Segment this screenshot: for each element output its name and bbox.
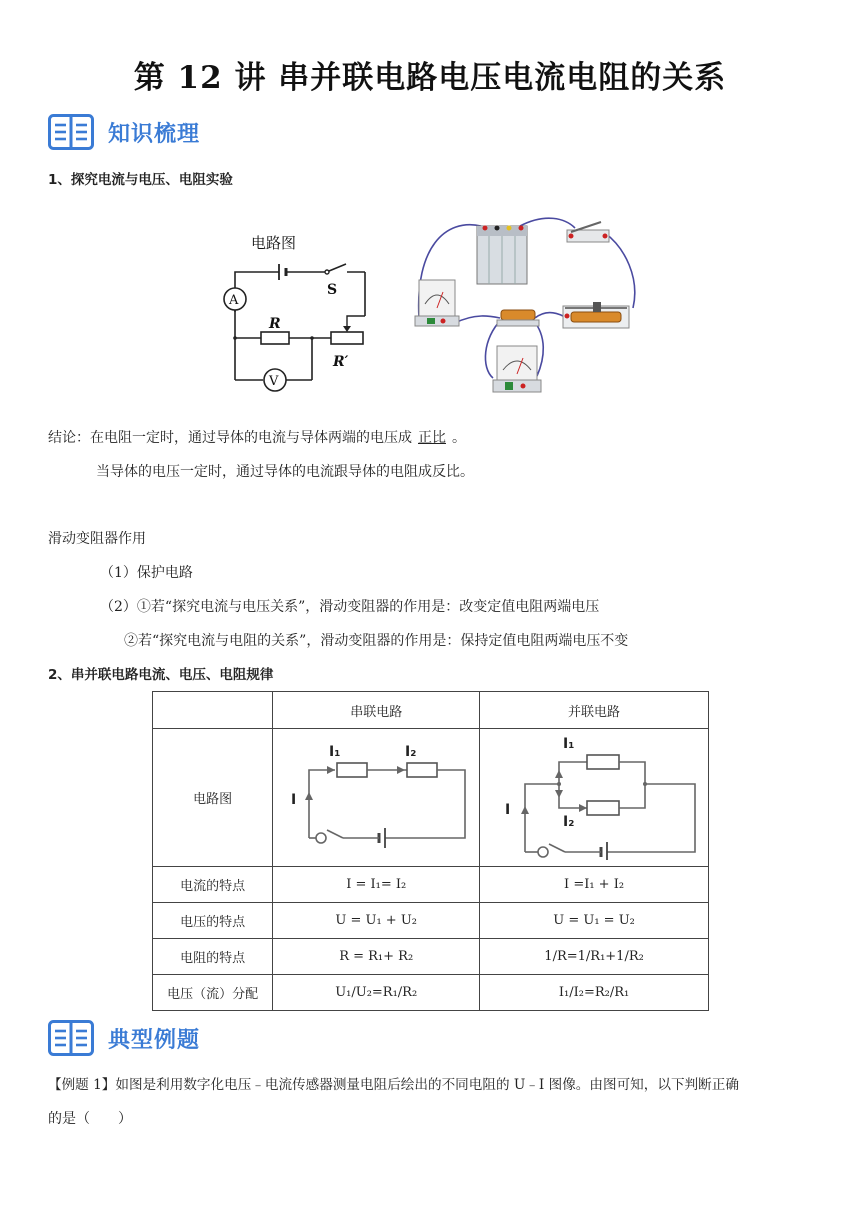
row-label: 电阻的特点 (153, 939, 273, 975)
parallel-cell: 1/R=1/R₁+1/R₂ (480, 939, 709, 975)
book-icon (48, 114, 94, 150)
rheostat-device-icon (563, 302, 629, 328)
conclusion-line-2: 当导体的电压一定时，通过导体的电流跟导体的电阻成反比。 (96, 464, 474, 480)
table-header-row (153, 692, 709, 729)
parallel-diagram-cell (480, 729, 709, 867)
row-label: 电压的特点 (153, 903, 273, 939)
conclusion-line-1 (48, 428, 466, 448)
series-I1-label: I₁ (329, 743, 341, 760)
header-parallel: 并联电路 (480, 692, 709, 729)
series-I2-label: I₂ (405, 743, 417, 760)
battery-icon (477, 226, 527, 285)
voltmeter-label: V (269, 374, 279, 389)
table-row (153, 975, 709, 1011)
table-row (153, 867, 709, 903)
series-cell: R = R₁+ R₂ (273, 939, 480, 975)
ammeter-label: A (229, 293, 239, 308)
switch-label: S (327, 282, 338, 298)
diagram-title: 电路图 (251, 234, 297, 252)
series-diagram-cell (273, 729, 480, 867)
experiment-circuit-diagram (215, 228, 385, 398)
book-icon (48, 1020, 94, 1056)
section-examples (48, 1018, 200, 1058)
circuit-rules-table (152, 691, 709, 1011)
item2-heading: 2、串并联电路电流、电压、电阻规律 (48, 667, 274, 683)
example1-line-1: 【例题 1】如图是利用数字化电压﹣电流传感器测量电阻后绘出的不同电阻的 U﹣I 图像。由图可知，以下判断正确 (48, 1077, 739, 1093)
row-label-diagram: 电路图 (153, 729, 273, 867)
table-row (153, 729, 709, 867)
series-I-label: I (291, 791, 297, 808)
page-title: 第 12 讲 串并联电路电压电流电阻的关系 (133, 60, 727, 96)
series-circuit-diagram (281, 732, 471, 860)
item1-heading: 1、探究电流与电压、电阻实验 (48, 172, 233, 188)
voltmeter-device-icon (493, 346, 541, 392)
header-series: 串联电路 (273, 692, 480, 729)
rheostat-item-1: （1）保护电路 (100, 565, 193, 581)
conclusion-blank: 正比 (418, 430, 446, 446)
table-row (153, 903, 709, 939)
rheostat-label: R′ (333, 354, 349, 370)
example1-line-2: 的是（ ） (48, 1111, 132, 1127)
parallel-cell: I₁/I₂=R₂/R₁ (480, 975, 709, 1011)
resistor-label: R (269, 316, 281, 332)
row-label: 电流的特点 (153, 867, 273, 903)
table-corner-cell (153, 692, 273, 729)
series-cell: U = U₁ + U₂ (273, 903, 480, 939)
conclusion-prefix: 结论：在电阻一定时，通过导体的电流与导体两端的电压成 (48, 430, 412, 446)
series-cell: U₁/U₂=R₁/R₂ (273, 975, 480, 1011)
section-examples-label: 典型例题 (108, 1027, 201, 1053)
parallel-I-label: I (505, 801, 511, 818)
resistor-device-icon (497, 310, 539, 326)
knife-switch-icon (567, 222, 609, 242)
conclusion-suffix: 。 (452, 430, 466, 446)
row-label: 电压（流）分配 (153, 975, 273, 1011)
apparatus-illustration (405, 208, 645, 408)
section-knowledge (48, 112, 200, 152)
series-cell: I = I₁= I₂ (273, 867, 480, 903)
parallel-I1-label: I₁ (563, 735, 575, 752)
parallel-cell: I =I₁ + I₂ (480, 867, 709, 903)
table-row (153, 939, 709, 975)
parallel-cell: U = U₁ = U₂ (480, 903, 709, 939)
ammeter-device-icon (415, 280, 459, 326)
section-knowledge-label: 知识梳理 (108, 121, 201, 147)
parallel-circuit-diagram (489, 732, 699, 860)
parallel-I2-label: I₂ (563, 813, 575, 830)
rheostat-item-2: （2）①若“探究电流与电压关系”，滑动变阻器的作用是：改变定值电阻两端电压 (100, 599, 600, 615)
rheostat-item-3: ②若“探究电流与电阻的关系”，滑动变阻器的作用是：保持定值电阻两端电压不变 (124, 633, 629, 649)
rheostat-title: 滑动变阻器作用 (48, 531, 146, 547)
